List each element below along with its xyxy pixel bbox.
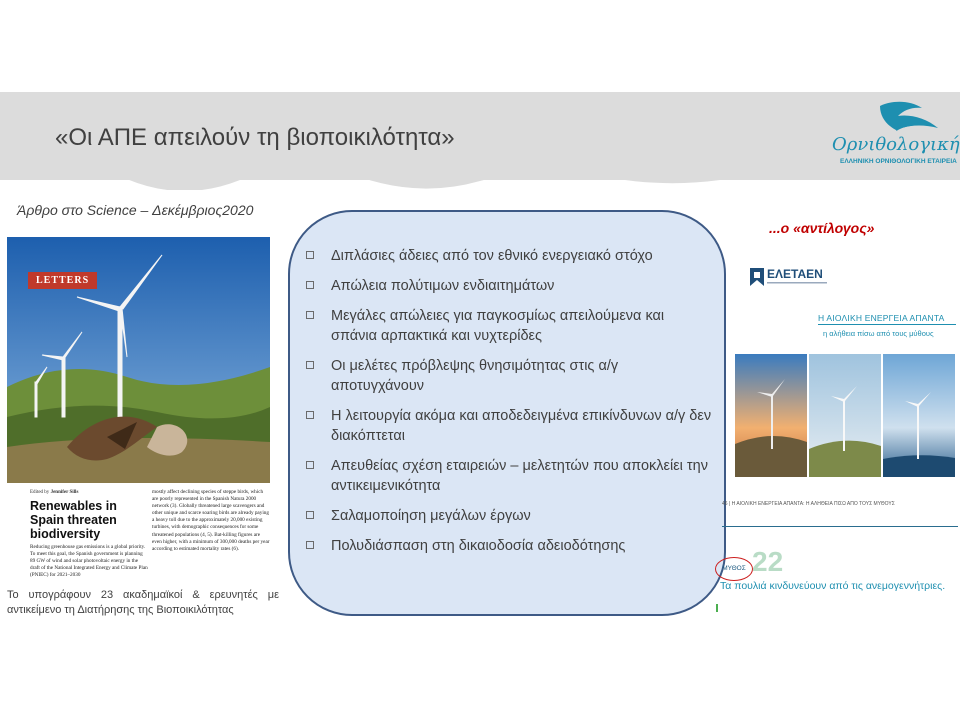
article-body-1: Reducing greenhouse gas emissions is a global priority. To meet this goal, the Spanish government is planning 89 GW of wind and solar photovoltaic energy in the draft of the National Integrated Energy and Climate Plan (PNIEC) for 2021–2030 [30,544,148,578]
page-footer: 46 | Η ΑΙΟΛΙΚΗ ΕΝΕΡΓΕΙΑ ΑΠΑΝΤΑ: Η ΑΛΗΘΕΙΑ ΠΙΣΩ ΑΠΟ ΤΟΥΣ ΜΥΘΟΥΣ [722,501,895,507]
wind-turbine-photo-triptych [735,354,955,477]
bullet-text: Μεγάλες απώλειες για παγκοσμίως απειλούμενα και σπάνια αρπακτικά και νυχτερίδες [331,308,665,344]
square-bullet-icon [306,311,314,319]
page-title: «Οι ΑΠΕ απειλούν τη βιοποικιλότητα» [55,124,455,151]
editor-prefix: Edited by [30,490,51,495]
square-bullet-icon [306,541,314,549]
bullet-text: Οι μελέτες πρόβλεψης θνησιμότητας στις α/γ αποτυγχάνουν [331,358,619,394]
myth-label-circled: ΜΥΘΟΣ [715,557,753,581]
square-bullet-icon [306,251,314,259]
banner-torn-edge [0,168,960,190]
square-bullet-icon [306,461,314,469]
article-column-1 [30,489,148,579]
list-item [303,306,713,346]
bullet-text: Η λειτουργία ακόμα και αποδεδειγμένα επικίνδυνων α/γ δεν διακόπτεται [331,408,712,444]
bullet-text: Απώλεια πολύτιμων ενδιαιτημάτων [331,278,555,294]
editor-name: Jennifer Sills [50,490,79,495]
list-item [303,246,713,266]
list-item [303,406,713,446]
accent-mark [716,604,718,612]
square-bullet-icon [306,281,314,289]
logo-subtitle: ΕΛΛΗΝΙΚΗ ΟΡΝΙΘΟΛΟΓΙΚΗ ΕΤΑΙΡΕΙΑ [840,158,957,165]
article-column-2: mostly affect declining species of steppe birds, which are poorly represented in the Spanish Natura 2000 network (3). Globally threatened large scavengers and other unique and scarce soaring birds are already paying a heavy toll due to the approximately 20,000 existing turbines, with demographic consequences for some threatened populations (4, 5). Bat-killing figures are even higher, with a minimum of 300,000 deaths per year according to estimated mortality rates (6). [152,489,270,552]
document-subtitle: η αλήθεια πίσω από τους μύθους [823,329,934,338]
list-item [303,356,713,396]
list-item [303,276,713,296]
article-headline: Renewables in Spain threaten biodiversity [30,499,117,541]
bullet-text: Απευθείας σχέση εταιρειών – μελετητών που αποκλείει την αντικειμενικότητα [331,458,708,494]
rebuttal-heading: ...ο «αντίλογος» [769,220,875,236]
logo-wordmark: Ορνιθολογική [832,134,960,155]
eletaen-wordmark: ΕΛΕΤΑΕΝ [767,267,823,281]
eletaen-tagline-bar [767,281,827,285]
document-title: Η ΑΙΟΛΙΚΗ ΕΝΕΡΓΕΙΑ ΑΠΑΝΤΑ [818,313,945,323]
square-bullet-icon [306,361,314,369]
title-divider [818,324,956,325]
square-bullet-icon [306,411,314,419]
bullet-list [303,246,713,566]
list-item [303,506,713,526]
article-footnote: Το υπογράφουν 23 ακαδημαϊκοί & ερευνητές με αντικείμενο τη Διατήρησης της Βιοποικιλότητας [7,589,279,616]
myth-text: Τα πουλιά κινδυνεύουν από τις ανεμογεννήτριες. [720,580,946,592]
editor-credit [30,489,148,496]
letters-badge: LETTERS [28,272,97,289]
myth-number: 22 [752,546,784,577]
list-item [303,536,713,556]
bullet-text: Πολυδιάσπαση στη δικαιοδοσία αδειοδότησης [331,538,626,554]
bullet-text: Διπλάσιες άδειες από τον εθνικό ενεργειακό στόχο [331,248,653,264]
article-caption: Άρθρο στο Science – Δεκέμβριος2020 [17,202,254,218]
footer-divider [722,526,958,527]
bullet-text: Σαλαμοποίηση μεγάλων έργων [331,508,531,524]
square-bullet-icon [306,511,314,519]
list-item [303,456,713,496]
